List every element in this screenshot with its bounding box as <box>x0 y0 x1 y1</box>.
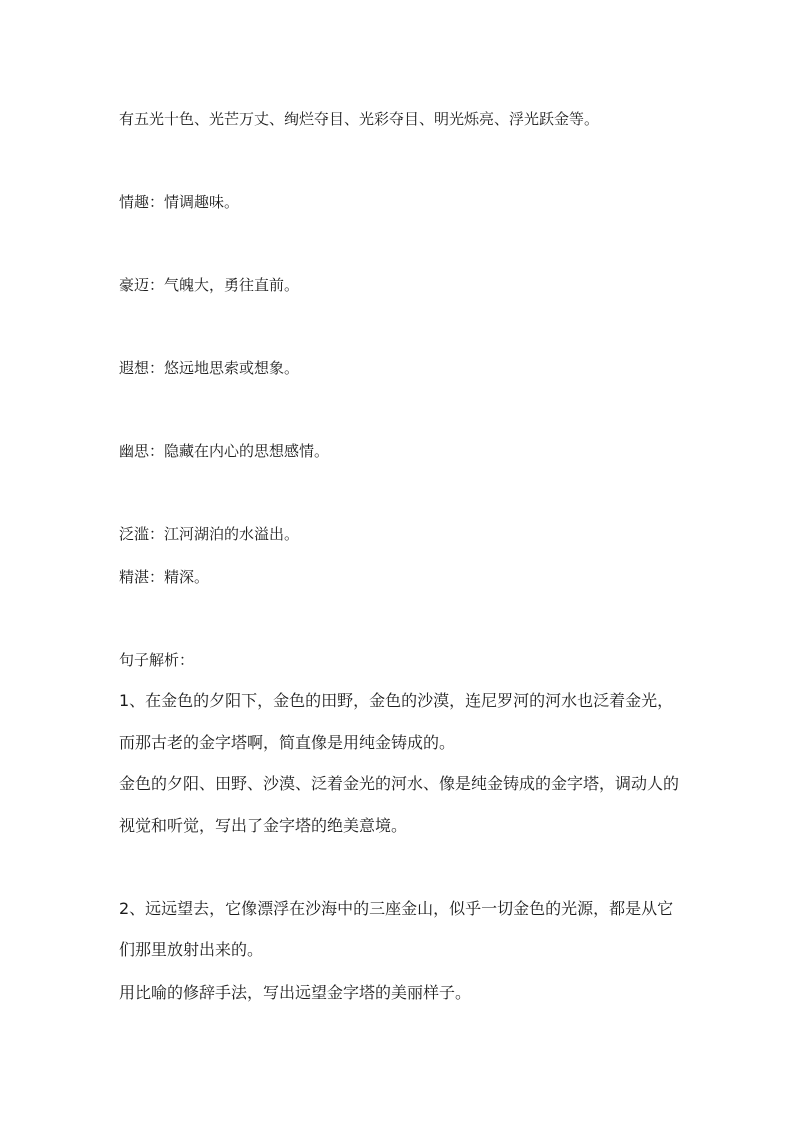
analysis-1-explanation-line1: 金色的夕阳、田野、沙漠、泛着金光的河水、像是纯金铸成的金字塔，调动人的 <box>119 774 680 793</box>
definition-fanlan: 泛滥：江河湖泊的水溢出。 <box>119 525 300 543</box>
definition-haomai: 豪迈：气魄大，勇往直前。 <box>119 276 300 294</box>
definition-yousi: 幽思：隐藏在内心的思想感情。 <box>119 442 330 460</box>
intro-line: 有五光十色、光芒万丈、绚烂夺目、光彩夺目、明光烁亮、浮光跃金等。 <box>119 110 600 128</box>
analysis-1-explanation-line2: 视觉和听觉，写出了金字塔的绝美意境。 <box>119 816 408 835</box>
analysis-2-explanation-line1: 用比喻的修辞手法，写出远望金字塔的美丽样子。 <box>119 983 472 1002</box>
definition-qingqu: 情趣：情调趣味。 <box>119 193 240 211</box>
analysis-2-sentence-line2: 们那里放射出来的。 <box>119 940 264 959</box>
analysis-2-sentence-line1: 2、远远望去，它像漂浮在沙海中的三座金山，似乎一切金色的光源，都是从它 <box>119 899 674 918</box>
analysis-1-sentence-line1: 1、在金色的夕阳下，金色的田野，金色的沙漠，连尼罗河的河水也泛着金光， <box>119 691 674 710</box>
definition-xiaxiang: 遐想：悠远地思索或想象。 <box>119 359 300 377</box>
analysis-1-sentence-line2: 而那古老的金字塔啊，简直像是用纯金铸成的。 <box>119 733 456 752</box>
definition-jingzhan: 精湛：精深。 <box>119 568 210 586</box>
analysis-heading: 句子解析： <box>119 651 195 669</box>
